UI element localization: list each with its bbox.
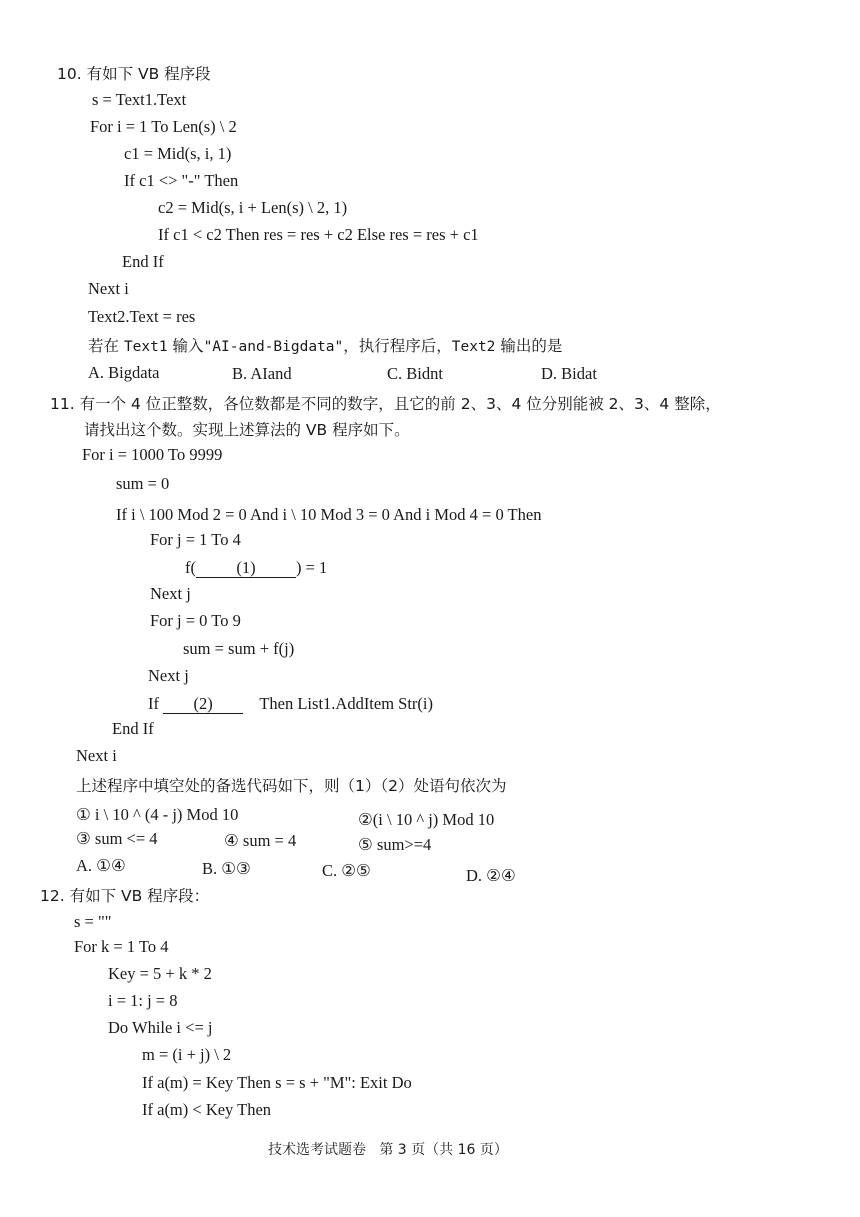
- q10-option-d: D. Bidat: [541, 364, 597, 383]
- q12-code-line: If a(m) < Key Then: [142, 1100, 272, 1119]
- q11-prompt: 上述程序中填空处的备选代码如下，则（1）（2）处语句依次为: [76, 777, 507, 795]
- q12-code-line: For k = 1 To 4: [74, 937, 169, 956]
- q11-candidate-3: ③ sum <= 4: [76, 829, 158, 848]
- q12-code-line: If a(m) = Key Then s = s + "M": Exit Do: [142, 1073, 412, 1092]
- q11-number: 11.: [50, 395, 75, 413]
- q10-option-a: A. Bigdata: [88, 363, 160, 382]
- q11-candidate-2: ②(i \ 10 ^ j) Mod 10: [358, 810, 495, 829]
- q11-stem: 有一个 4 位正整数，各位数都是不同的数字，且它的前 2、3、4 位分别能被 2、3、4 整除，: [79, 395, 721, 413]
- q12-code-line: i = 1: j = 8: [108, 991, 178, 1010]
- q10-code-line: If c1 <> "-" Then: [124, 171, 239, 190]
- q10-code-line: For i = 1 To Len(s) \ 2: [90, 117, 237, 136]
- q10-header: [57, 64, 211, 84]
- q10-code-line: c2 = Mid(s, i + Len(s) \ 2, 1): [158, 198, 348, 217]
- q10-number: 10.: [57, 65, 82, 83]
- q11-code-line: For j = 1 To 4: [150, 530, 241, 549]
- q11-option-a: A. ①④: [76, 856, 126, 875]
- q11-code-line: Next j: [148, 666, 189, 685]
- q11-stem-line2: 请找出这个数。实现上述算法的 VB 程序如下。: [84, 421, 410, 439]
- answer-blank-2: (2): [163, 695, 243, 714]
- q12-code-line: Do While i <= j: [108, 1018, 213, 1037]
- q11-candidate-4: ④ sum = 4: [224, 831, 297, 850]
- q10-code-line: Next i: [88, 279, 129, 298]
- q12-header: [40, 886, 209, 906]
- q10-code-line: c1 = Mid(s, i, 1): [124, 144, 232, 163]
- q11-code-line-blank2: If (2) Then List1.AddItem Str(i): [148, 694, 434, 713]
- q12-code-line: Key = 5 + k * 2: [108, 964, 212, 983]
- answer-blank-1: (1): [196, 559, 296, 578]
- q11-code-line: sum = 0: [116, 474, 170, 493]
- q12-code-line: m = (i + j) \ 2: [142, 1045, 232, 1064]
- q12-number: 12.: [40, 887, 65, 905]
- q10-code-line: End If: [122, 252, 164, 271]
- q10-question: 若在 Text1 输入"AI-and-Bigdata"，执行程序后，Text2 输出的是: [88, 337, 563, 355]
- q11-header: [50, 394, 721, 414]
- q11-option-c: C. ②⑤: [322, 861, 371, 880]
- q11-candidate-5: ⑤ sum>=4: [358, 835, 432, 854]
- q11-option-b: B. ①③: [202, 859, 251, 878]
- q12-stem: 有如下 VB 程序段：: [69, 887, 210, 905]
- page-footer: 技术选考试题卷 第 3 页（共 16 页）: [268, 1142, 508, 1158]
- q10-code-line: s = Text1.Text: [92, 90, 187, 109]
- q11-code-line: sum = sum + f(j): [183, 639, 295, 658]
- q11-code-line: Next i: [76, 746, 117, 765]
- q11-code-line: For i = 1000 To 9999: [82, 445, 223, 464]
- q11-code-line: For j = 0 To 9: [150, 611, 241, 630]
- q11-option-d: D. ②④: [466, 866, 516, 885]
- q11-code-line: If i \ 100 Mod 2 = 0 And i \ 10 Mod 3 = 0 And i Mod 4 = 0 Then: [116, 505, 542, 524]
- q11-code-line-blank1: f( (1) ) = 1: [185, 558, 328, 577]
- q10-code-line: Text2.Text = res: [88, 307, 196, 326]
- q10-option-c: C. Bidnt: [387, 364, 443, 383]
- q10-option-b: B. AIand: [232, 364, 292, 383]
- q10-code-line: If c1 < c2 Then res = res + c2 Else res = res + c1: [158, 225, 479, 244]
- q10-stem: 有如下 VB 程序段: [86, 65, 211, 83]
- q11-candidate-1: ① i \ 10 ^ (4 - j) Mod 10: [76, 805, 239, 824]
- q12-code-line: s = "": [74, 912, 112, 931]
- q11-code-line: Next j: [150, 584, 191, 603]
- q11-code-line: End If: [112, 719, 154, 738]
